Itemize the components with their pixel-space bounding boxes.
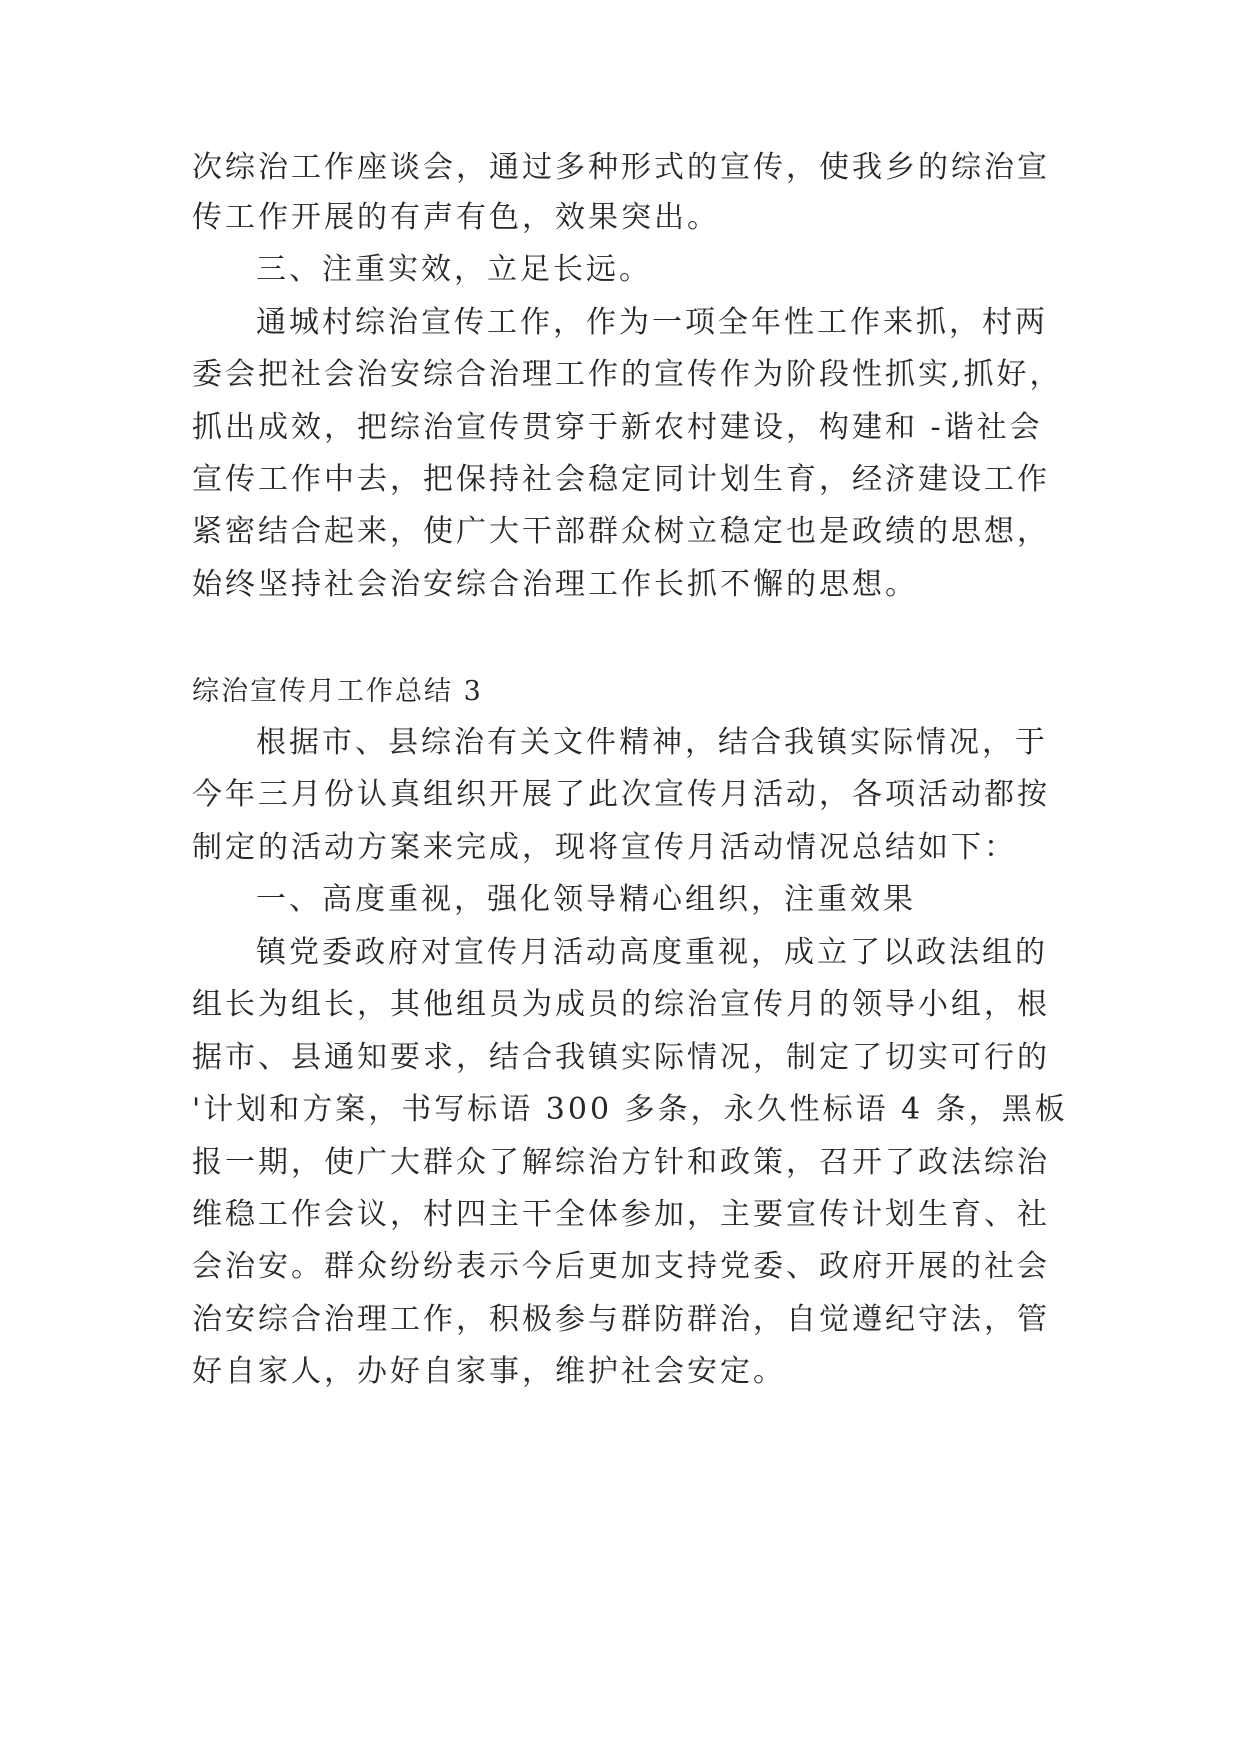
text-line: 根据市、县综治有关文件精神，结合我镇实际情况，于 [256,725,1048,760]
text-line: 次综治工作座谈会，通过多种形式的宣传，使我乡的综治宣 [192,150,1050,185]
section-heading: 三、注重实效，立足长远。 [256,252,652,287]
text-line: 始终坚持社会治安综合治理工作长抓不懈的思想。 [192,567,918,602]
text-line: 今年三月份认真组织开展了此次宣传月活动，各项活动都按 [192,777,1050,812]
text-line: 组长为组长，其他组员为成员的综治宣传月的领导小组，根 [192,987,1050,1022]
text-line: 维稳工作会议，村四主干全体参加，主要宣传计划生育、社 [192,1197,1050,1232]
text-line: 据市、县通知要求，结合我镇实际情况，制定了切实可行的 [192,1040,1050,1075]
text-line: 紧密结合起来，使广大干部群众树立稳定也是政绩的思想， [192,514,1050,549]
text-line: 委会把社会治安综合治理工作的宣传作为阶段性抓实,抓好， [192,357,1063,392]
text-line: 镇党委政府对宣传月活动高度重视，成立了以政法组的 [256,935,1048,970]
text-line: 抓出成效，把综治宣传贯穿于新农村建设，构建和 -谐社会 [192,410,1043,445]
text-line: 治安综合治理工作，积极参与群防群治，自觉遵纪守法，管 [192,1302,1050,1337]
section-heading: 一、高度重视，强化领导精心组织，注重效果 [256,882,916,917]
text-line: 传工作开展的有声有色，效果突出。 [192,200,720,235]
text-line: 通城村综治宣传工作，作为一项全年性工作来抓，村两 [256,305,1048,340]
text-line: 宣传工作中去，把保持社会稳定同计划生育，经济建设工作 [192,462,1050,497]
text-line: 好自家人，办好自家事，维护社会安定。 [192,1354,786,1389]
text-line: 会治安。群众纷纷表示今后更加支持党委、政府开展的社会 [192,1249,1050,1284]
document-title: 综治宣传月工作总结 3 [192,676,483,707]
text-line: '计划和方案，书写标语 300 多条，永久性标语 4 条，黑板 [192,1092,1068,1127]
text-line: 制定的活动方案来完成，现将宣传月活动情况总结如下： [192,830,1017,865]
text-line: 报一期，使广大群众了解综治方针和政策，召开了政法综治 [192,1145,1050,1180]
